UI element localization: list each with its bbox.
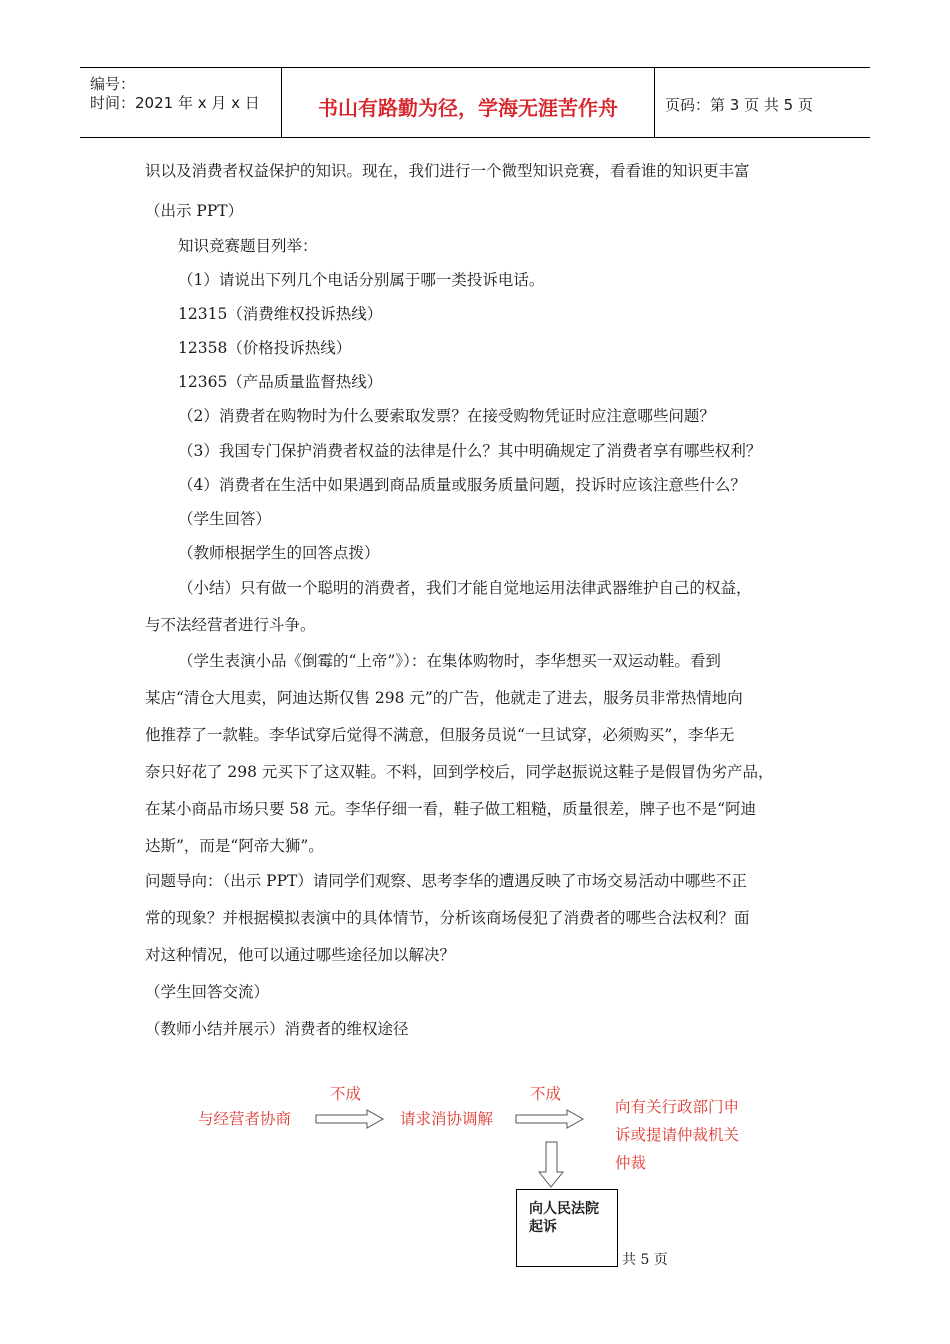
step-appeal-line: 向有关行政部门申 bbox=[615, 1098, 740, 1116]
body-line: 对这种情况，他可以通过哪些途径加以解决？ bbox=[145, 946, 456, 964]
body-line: 达斯”，而是“阿帝大狮”。 bbox=[145, 837, 324, 855]
body-line: （学生表演小品《倒霉的“上帝”》）：在集体购物时，李华想买一双运动鞋。看到 bbox=[178, 652, 721, 670]
step-negotiate: 与经营者协商 bbox=[198, 1110, 292, 1128]
arrow-down bbox=[539, 1142, 563, 1187]
doc-number-label: 编号： bbox=[90, 75, 136, 93]
fail-label-1: 不成 bbox=[330, 1085, 362, 1103]
body-line: （小结）只有做一个聪明的消费者，我们才能自觉地运用法律武器维护自己的权益， bbox=[178, 579, 752, 597]
body-line: 某店“清仓大甩卖，阿迪达斯仅售 298 元”的广告，他就走了进去，服务员非常热情地向 bbox=[145, 689, 743, 707]
body-line: （出示 PPT） bbox=[145, 202, 244, 220]
body-line: （学生回答） bbox=[178, 510, 272, 528]
body-line: 知识竞赛题目列举： bbox=[178, 237, 318, 255]
body-line: （教师根据学生的回答点拨） bbox=[178, 544, 380, 562]
body-line: 12315（消费维权投诉热线） bbox=[178, 305, 383, 323]
body-line: 他推荐了一款鞋。李华试穿后觉得不满意，但服务员说“一旦试穿，必须购买”，李华无 bbox=[145, 726, 735, 744]
header-motto: 书山有路勤为径，学海无涯苦作舟 bbox=[318, 96, 618, 120]
fail-label-2: 不成 bbox=[530, 1085, 562, 1103]
body-line: 问题导向：（出示 PPT）请同学们观察、思考李华的遭遇反映了市场交易活动中哪些不正 bbox=[145, 872, 747, 890]
court-box bbox=[516, 1189, 618, 1267]
body-line: （1）请说出下列几个电话分别属于哪一类投诉电话。 bbox=[178, 271, 545, 289]
doc-date-label: 时间：2021 年 x 月 x 日 bbox=[90, 94, 260, 112]
arrow-right-2 bbox=[516, 1110, 583, 1128]
body-line: （3）我国专门保护消费者权益的法律是什么？其中明确规定了消费者享有哪些权利？ bbox=[178, 442, 762, 460]
body-line: （4）消费者在生活中如果遇到商品质量或服务质量问题，投诉时应该注意些什么？ bbox=[178, 476, 746, 494]
body-line: 奈只好花了 298 元买下了这双鞋。不料，回到学校后，同学赵振说这鞋子是假冒伪劣产品， bbox=[145, 763, 774, 781]
step-appeal-line: 诉或提请仲裁机关 bbox=[615, 1126, 740, 1144]
page-info: 页码：第 3 页 共 5 页 bbox=[665, 96, 813, 114]
body-line: 识以及消费者权益保护的知识。现在，我们进行一个微型知识竞赛，看看谁的知识更丰富 bbox=[145, 162, 750, 180]
arrow-right-1 bbox=[316, 1110, 383, 1128]
body-line: （教师小结并展示）消费者的维权途径 bbox=[145, 1020, 409, 1038]
step-mediation: 请求消协调解 bbox=[400, 1110, 494, 1128]
body-line: 常的现象？并根据模拟表演中的具体情节，分析该商场侵犯了消费者的哪些合法权利？面 bbox=[145, 909, 750, 927]
body-line: 12358（价格投诉热线） bbox=[178, 339, 352, 357]
page-footer: 共 5 页 bbox=[622, 1252, 668, 1268]
step-appeal-line: 仲裁 bbox=[615, 1154, 647, 1172]
body-line: 在某小商品市场只要 58 元。李华仔细一看，鞋子做工粗糙，质量很差，牌子也不是“阿迪 bbox=[145, 800, 757, 818]
body-line: （2）消费者在购物时为什么要索取发票？在接受购物凭证时应注意哪些问题？ bbox=[178, 407, 715, 425]
body-line: 与不法经营者进行斗争。 bbox=[145, 616, 316, 634]
step-court: 向人民法院起诉 bbox=[529, 1201, 599, 1235]
body-line: 12365（产品质量监督热线） bbox=[178, 373, 383, 391]
body-line: （学生回答交流） bbox=[145, 983, 270, 1001]
